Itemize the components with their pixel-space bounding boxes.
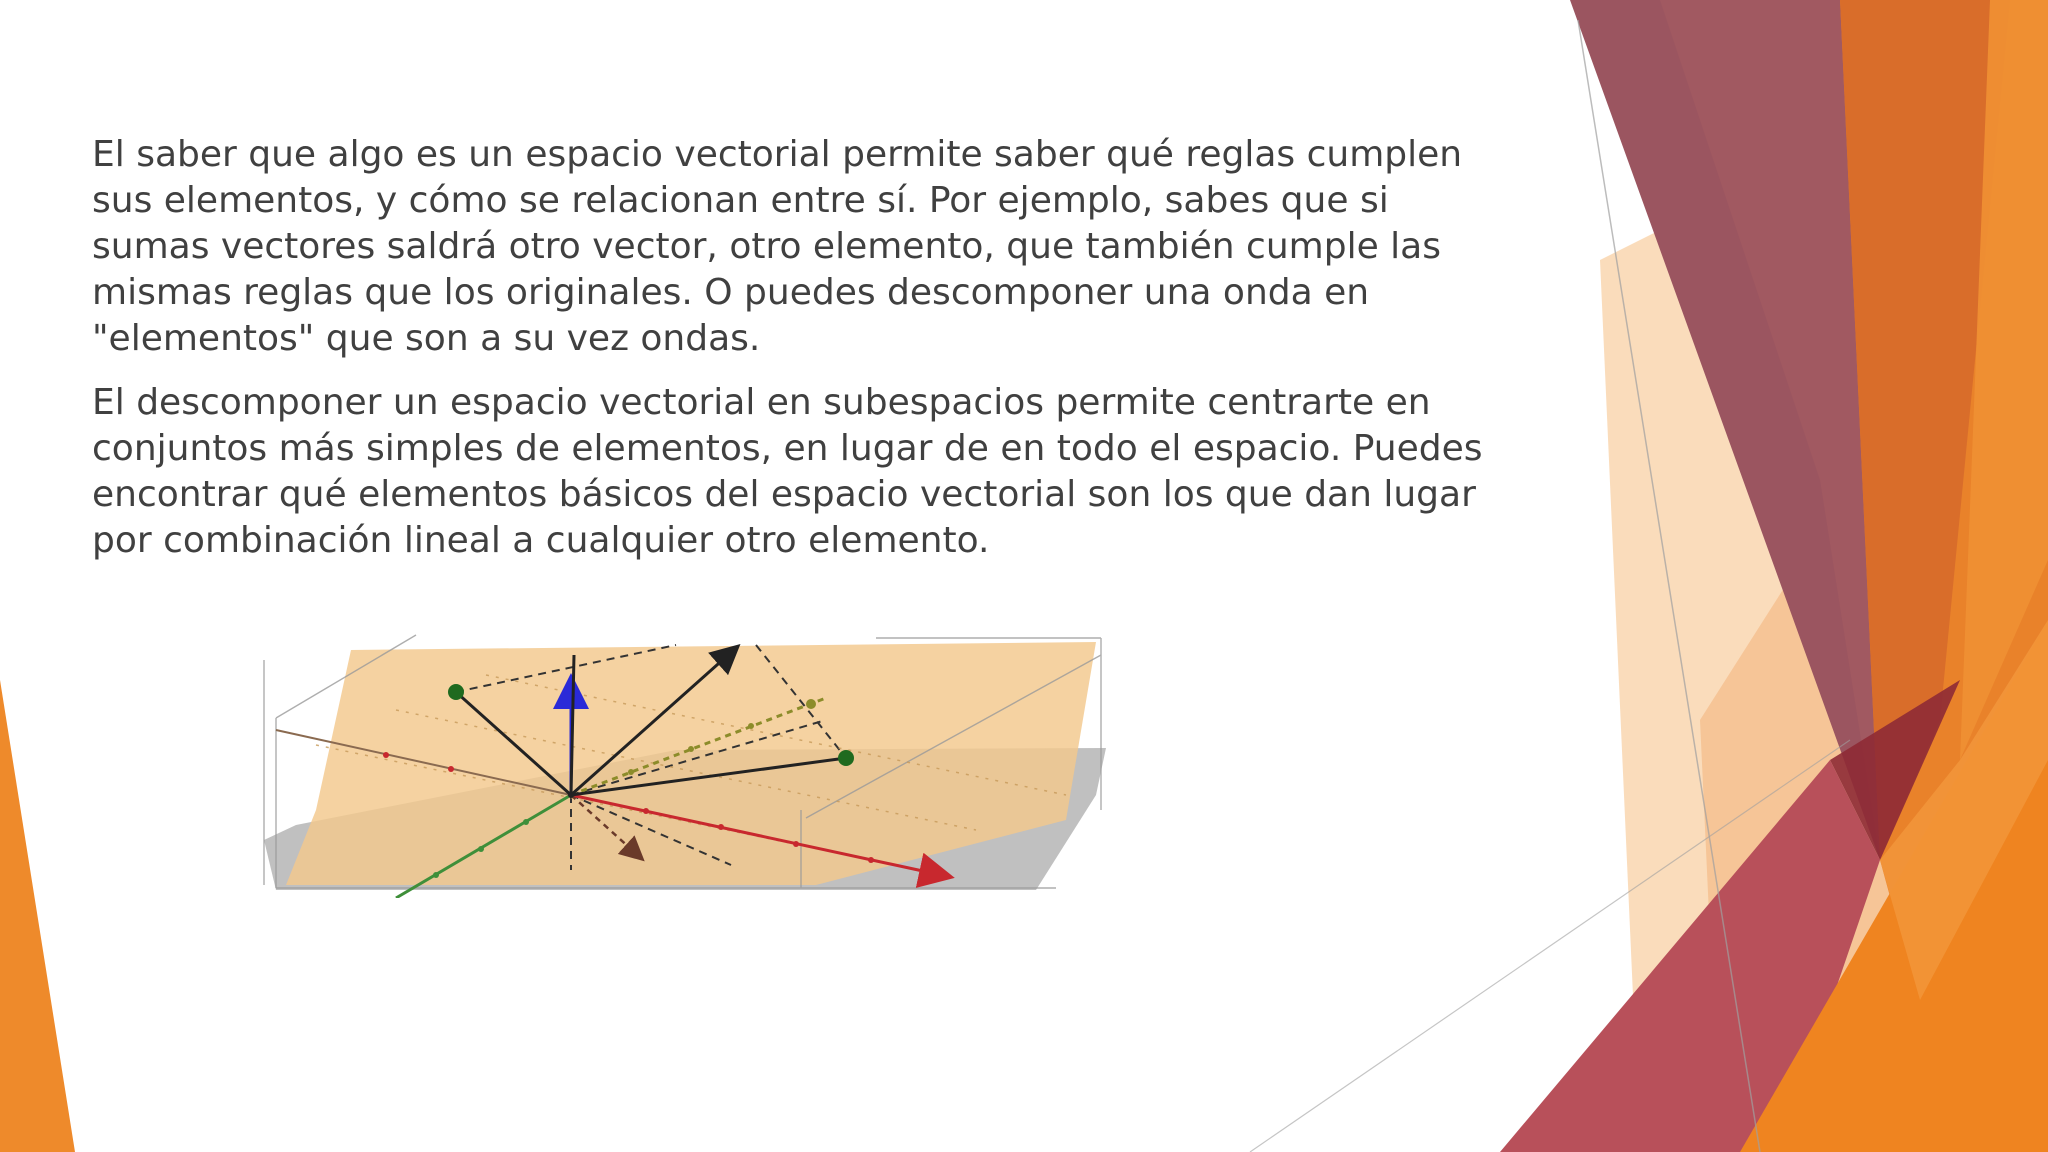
left-orange-triangle [0, 680, 75, 1152]
paragraph-2: El descomponer un espacio vectorial en subespacios permite centrarte en conjuntos más simples de elementos, en lugar de en todo el espacio. Puedes encontrar qué elementos básicos del espacio vectorial son los que dan lugar por combinación lineal a cualquier otro elemento. [92, 382, 1483, 561]
paragraph-1: El saber que algo es un espacio vectorial permite saber qué reglas cumplen sus elementos, y cómo se relacionan entre sí. Por ejemplo, sabes que si sumas vectores saldrá otro vector, otro elemento, que también cumple las mismas reglas que los originales. O puedes descomponer una onda en "elementos" que son a su vez ondas. [92, 134, 1463, 359]
slide-body [92, 132, 1512, 582]
vector-space-diagram-icon [256, 630, 1106, 898]
